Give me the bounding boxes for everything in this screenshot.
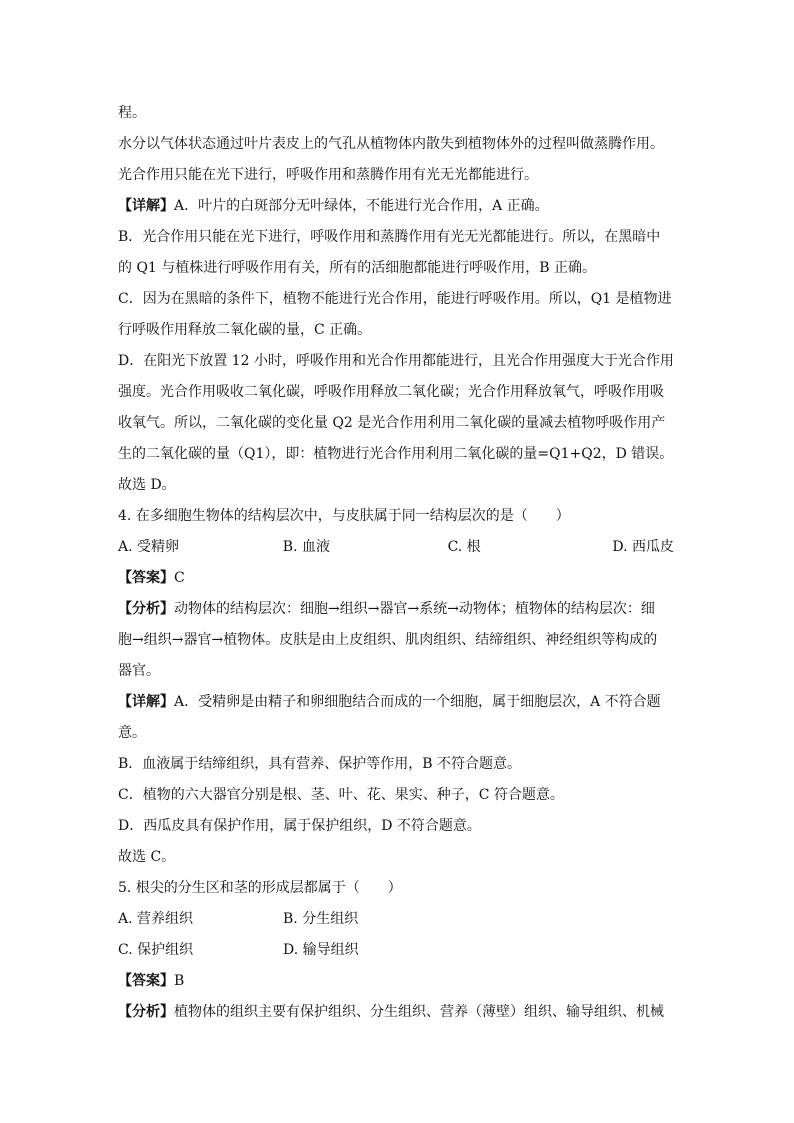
analysis-line: 【分析】植物体的组织主要有保护组织、分生组织、营养（薄壁）组织、输导组织、机械 — [118, 1004, 664, 1020]
question-options — [118, 935, 674, 966]
detail-tag: 【详解】 — [118, 198, 174, 214]
text-line: 强度。光合作用吸收二氧化碳，呼吸作用释放二氧化碳；光合作用释放氧气，呼吸作用吸 — [118, 384, 664, 400]
detail-tag: 【详解】 — [118, 694, 174, 710]
question-stem: 5. 根尖的分生区和茎的形成层都属于（ ） — [118, 880, 402, 896]
text-line: 故选 C。 — [118, 849, 176, 865]
option-a: A. 受精卵 — [118, 539, 180, 555]
question-options — [118, 904, 674, 935]
text-line: 意。 — [118, 725, 146, 741]
question-stem: 4. 在多细胞生物体的结构层次中，与皮肤属于同一结构层次的是（ ） — [118, 508, 570, 524]
option-b: B. 分生组织 — [283, 911, 359, 927]
answer-value: C — [174, 570, 185, 586]
text-line: 胞→组织→器官→植物体。皮肤是由上皮组织、肌肉组织、结缔组织、神经组织等构成的 — [118, 632, 658, 648]
text-line: 故选 D。 — [118, 477, 176, 493]
option-a: A. 营养组织 — [118, 911, 194, 927]
option-c: C. 保护组织 — [118, 942, 194, 958]
analysis-line: 【分析】动物体的结构层次：细胞→组织→器官→系统→动物体；植物体的结构层次：细 — [118, 601, 655, 617]
text-line: 程。 — [118, 105, 146, 121]
text-line: 光合作用只能在光下进行，呼吸作用和蒸腾作用有光无光都能进行。 — [118, 167, 538, 183]
answer-line — [118, 563, 674, 594]
text-line: 器官。 — [118, 663, 160, 679]
text-line: 行呼吸作用释放二氧化碳的量，C 正确。 — [118, 322, 372, 338]
document-page — [118, 98, 674, 1028]
answer-tag: 【答案】 — [118, 570, 174, 586]
text-line: 的 Q1 与植株进行呼吸作用有关，所有的活细胞都能进行呼吸作用，B 正确。 — [118, 260, 597, 276]
option-b: B. 血液 — [282, 539, 330, 555]
question-options — [118, 532, 674, 563]
text-line: C．植物的六大器官分别是根、茎、叶、花、果实、种子，C 符合题意。 — [118, 787, 564, 803]
answer-value: B — [174, 973, 185, 989]
detail-line: 【详解】A．受精卵是由精子和卵细胞结合而成的一个细胞，属于细胞层次，A 不符合题 — [118, 694, 661, 710]
text-line: 收氧气。所以，二氧化碳的变化量 Q2 是光合作用利用二氧化碳的量减去植物呼吸作用产 — [118, 415, 666, 431]
analysis-tag: 【分析】 — [118, 601, 174, 617]
text-line: 生的二氧化碳的量（Q1），即：植物进行光合作用利用二氧化碳的量=Q1+Q2，D 错误。 — [118, 446, 674, 462]
answer-tag: 【答案】 — [118, 973, 174, 989]
option-c: C. 根 — [447, 539, 481, 555]
text-line: 水分以气体状态通过叶片表皮上的气孔从植物体内散失到植物体外的过程叫做蒸腾作用。 — [118, 136, 664, 152]
option-d: D. 输导组织 — [283, 942, 359, 958]
q3-detail-line: 【详解】A．叶片的白斑部分无叶绿体，不能进行光合作用，A 正确。 — [118, 198, 549, 214]
analysis-tag: 【分析】 — [118, 1004, 174, 1020]
text-line: D．西瓜皮具有保护作用，属于保护组织，D 不符合题意。 — [118, 818, 481, 834]
text-line: D．在阳光下放置 12 小时，呼吸作用和光合作用都能进行，且光合作用强度大于光合作用 — [118, 353, 674, 369]
text-line: C．因为在黑暗的条件下，植物不能进行光合作用，能进行呼吸作用。所以，Q1 是植物进 — [118, 291, 672, 307]
answer-line — [118, 966, 674, 997]
text-line: B．光合作用只能在光下进行，呼吸作用和蒸腾作用有光无光都能进行。所以，在黑暗中 — [118, 229, 661, 245]
option-d: D. 西瓜皮 — [612, 539, 674, 555]
text-line: B．血液属于结缔组织，具有营养、保护等作用，B 不符合题意。 — [118, 756, 522, 772]
